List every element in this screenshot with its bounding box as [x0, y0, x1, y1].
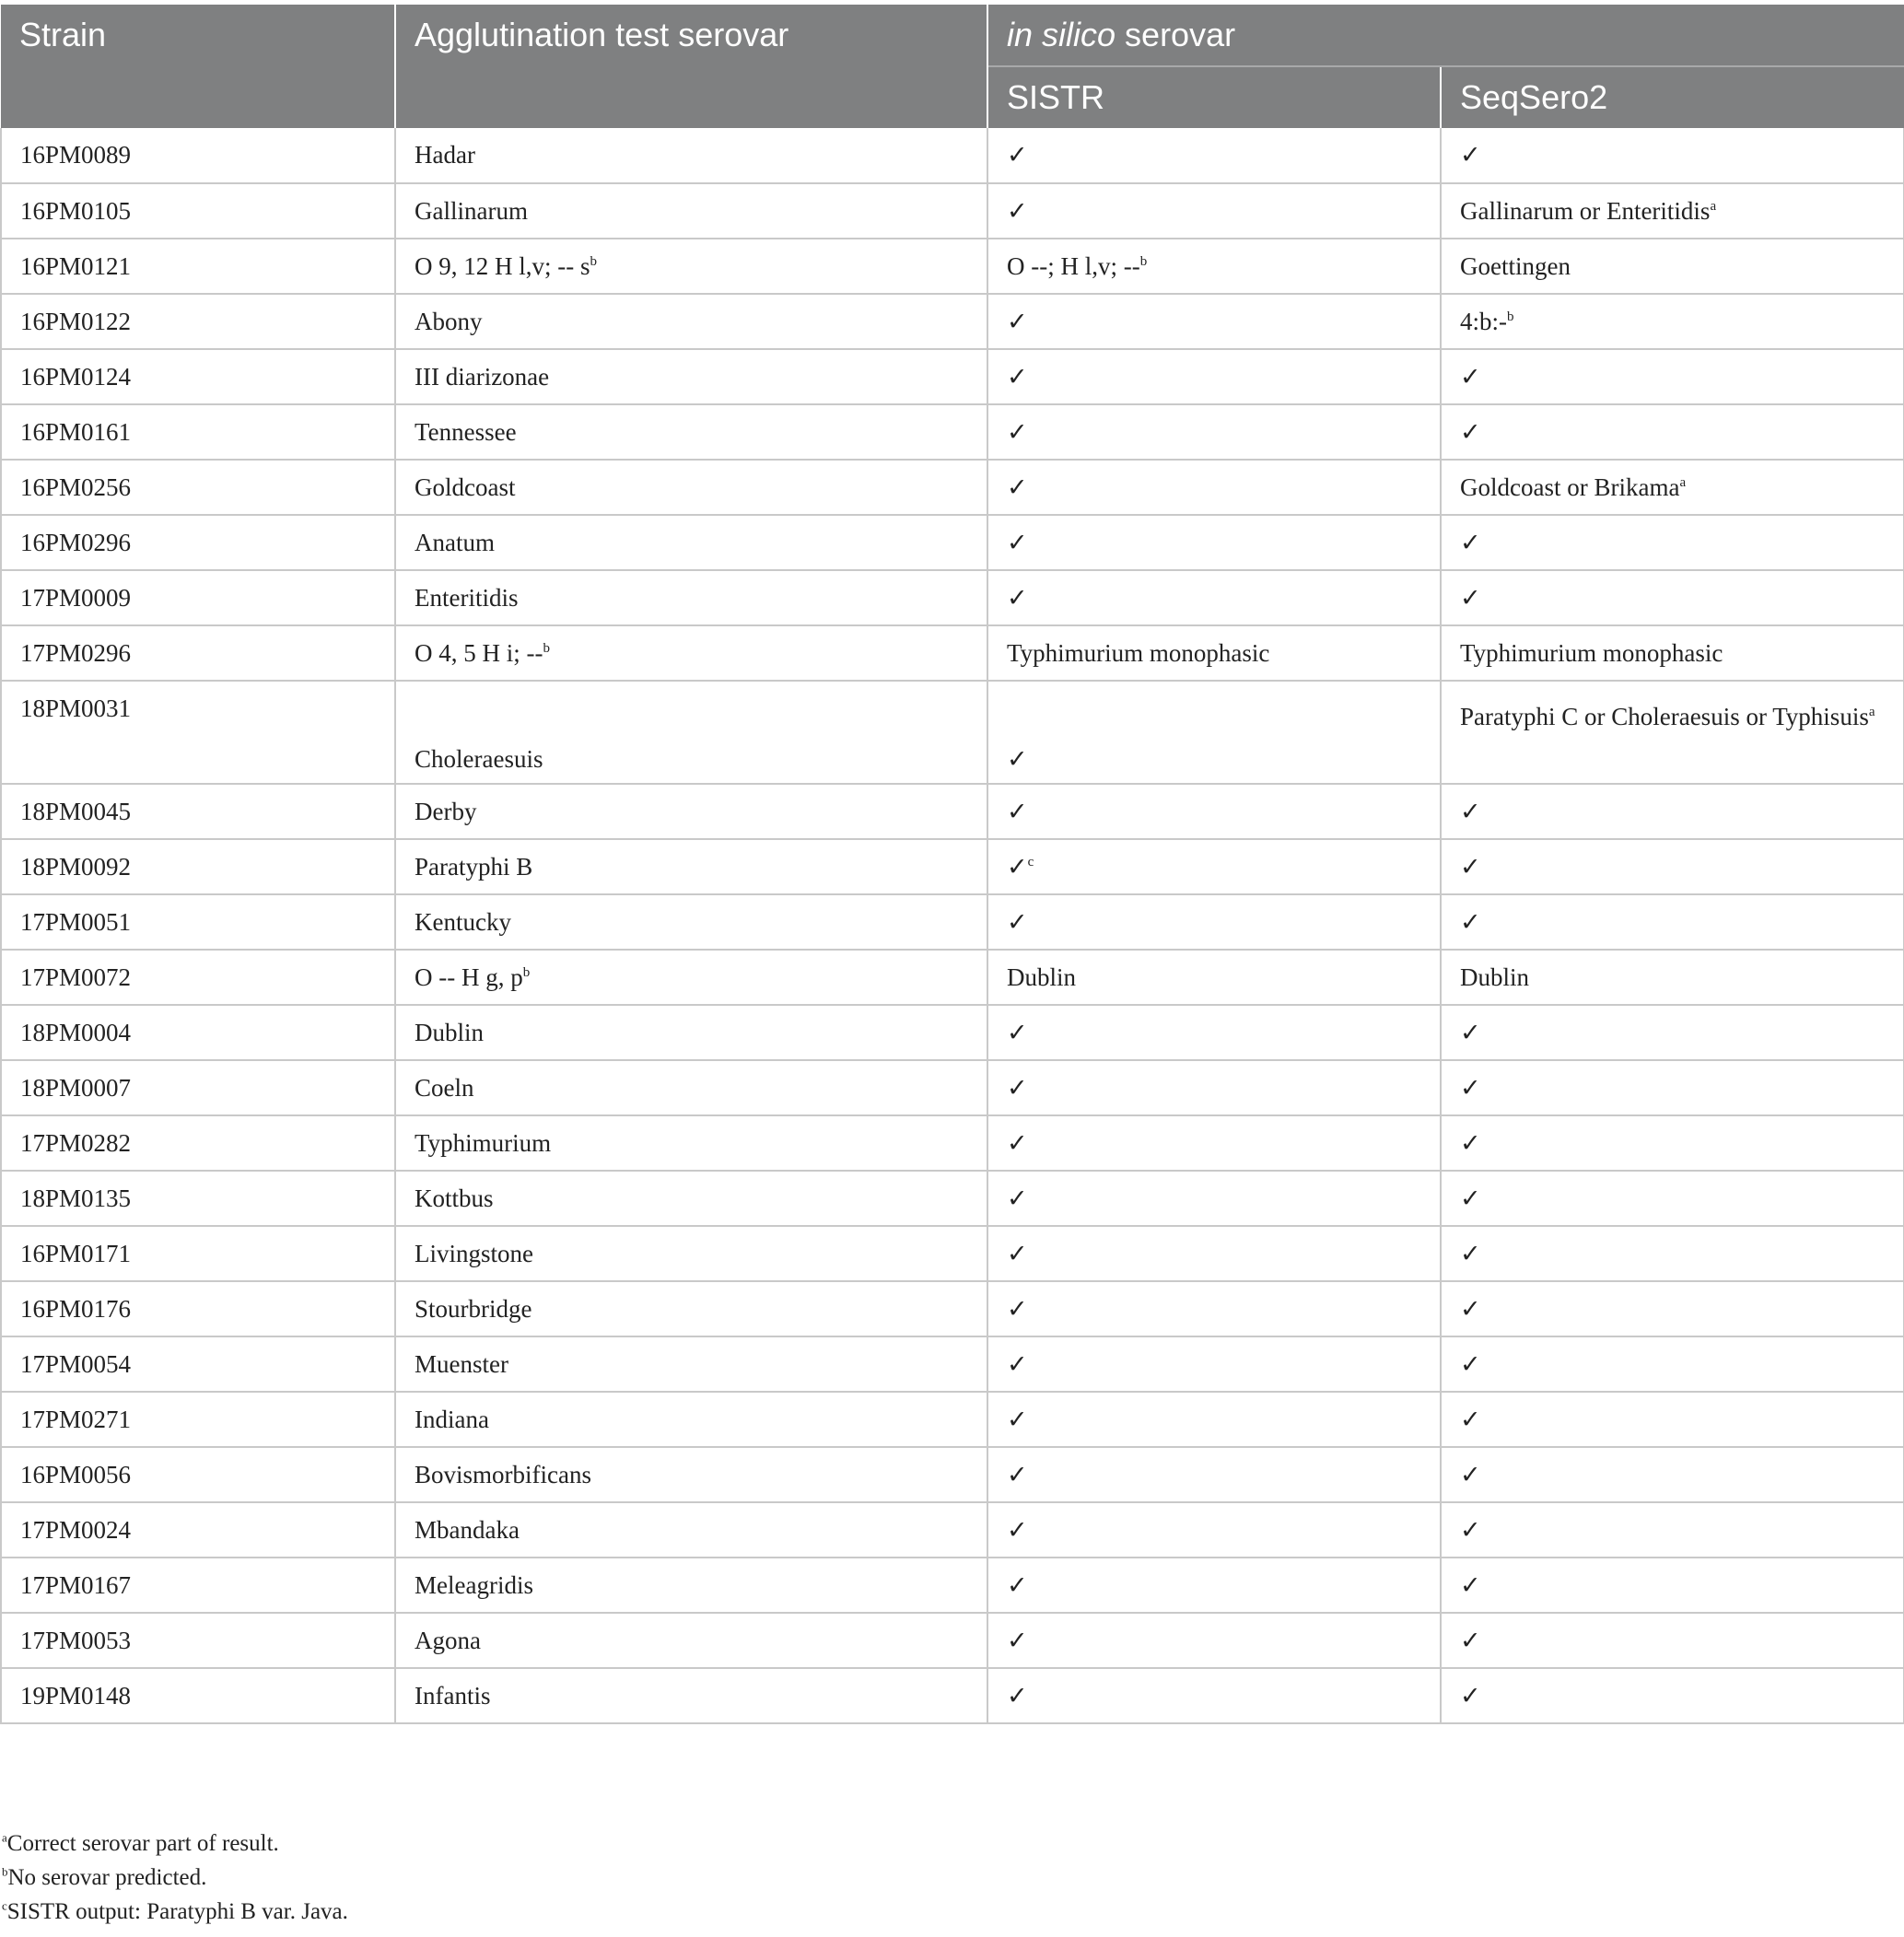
footnote-line: [2, 1861, 348, 1895]
cell-agglutination-serovar-text: Tennessee: [415, 417, 517, 446]
cell-strain: [1, 894, 395, 950]
cell-agglutination-serovar-text: Enteritidis: [415, 583, 519, 612]
cell-agglutination-serovar-text: Indiana: [415, 1405, 489, 1433]
cell-strain-text: 16PM0121: [20, 251, 132, 280]
cell-sistr-result-text: ✓: [1007, 1128, 1028, 1157]
cell-sistr-result: [987, 1171, 1441, 1226]
table-row: [1, 515, 1904, 570]
cell-sistr-result: [987, 1115, 1441, 1171]
cell-seqsero2-result: [1441, 1171, 1904, 1226]
cell-sistr-result-text: ✓: [1007, 1294, 1028, 1323]
cell-seqsero2-result-text: ✓: [1460, 417, 1481, 446]
cell-agglutination-serovar: [395, 404, 987, 460]
cell-strain-text: 16PM0105: [20, 196, 132, 225]
cell-strain-text: 18PM0031: [20, 694, 132, 722]
cell-sistr-result: [987, 404, 1441, 460]
cell-sistr-result-text: O --; H l,v; --: [1007, 251, 1140, 280]
cell-sistr-result-text: ✓: [1007, 141, 1028, 169]
cell-seqsero2-result: [1441, 1336, 1904, 1392]
cell-sistr-result-text: ✓: [1007, 1626, 1028, 1654]
footnote-text: No serovar predicted.: [7, 1865, 207, 1890]
footnote-marker: a: [1868, 705, 1875, 719]
table-row: [1, 460, 1904, 515]
cell-seqsero2-result-text: ✓: [1460, 1018, 1481, 1046]
table-row: [1, 349, 1904, 404]
cell-seqsero2-result: [1441, 1392, 1904, 1447]
cell-agglutination-serovar: [395, 460, 987, 515]
cell-strain-text: 17PM0009: [20, 583, 132, 612]
cell-agglutination-serovar: [395, 839, 987, 894]
table-row: [1, 1115, 1904, 1171]
cell-strain: [1, 1502, 395, 1558]
cell-sistr-result-text: ✓: [1007, 1460, 1028, 1488]
cell-seqsero2-result-text: Goldcoast or Brikama: [1460, 473, 1680, 501]
cell-sistr-result-text: ✓: [1007, 1405, 1028, 1433]
cell-strain: [1, 681, 395, 784]
cell-agglutination-serovar: [395, 1005, 987, 1060]
table-row: [1, 784, 1904, 839]
cell-sistr-result: [987, 1336, 1441, 1392]
table-row: [1, 625, 1904, 681]
footnote-marker: b: [1507, 309, 1514, 324]
cell-agglutination-serovar: [395, 1668, 987, 1723]
cell-strain: [1, 1005, 395, 1060]
cell-agglutination-serovar: [395, 183, 987, 239]
cell-seqsero2-result: [1441, 1613, 1904, 1668]
cell-agglutination-serovar: [395, 1336, 987, 1392]
cell-sistr-result-text: ✓: [1007, 362, 1028, 391]
cell-seqsero2-result-text: ✓: [1460, 1460, 1481, 1488]
cell-sistr-result-text: Dublin: [1007, 963, 1077, 991]
cell-strain-text: 16PM0089: [20, 141, 132, 169]
cell-agglutination-serovar-text: Goldcoast: [415, 473, 516, 501]
cell-agglutination-serovar-text: Hadar: [415, 141, 475, 169]
cell-agglutination-serovar-text: Gallinarum: [415, 196, 528, 225]
cell-sistr-result-text: ✓: [1007, 852, 1028, 881]
footnote-line: [2, 1895, 348, 1929]
cell-strain-text: 16PM0161: [20, 417, 132, 446]
cell-sistr-result-text: ✓: [1007, 1239, 1028, 1267]
cell-agglutination-serovar-text: O -- H g, p: [415, 963, 523, 991]
table-row: [1, 239, 1904, 294]
cell-strain: [1, 625, 395, 681]
cell-agglutination-serovar-text: Agona: [415, 1626, 481, 1654]
footnote-line: [2, 1826, 348, 1861]
cell-agglutination-serovar-text: III diarizonae: [415, 362, 550, 391]
cell-agglutination-serovar: [395, 681, 987, 784]
cell-seqsero2-result: [1441, 839, 1904, 894]
cell-seqsero2-result-text: ✓: [1460, 1239, 1481, 1267]
cell-seqsero2-result-text: ✓: [1460, 1405, 1481, 1433]
table-row: [1, 1613, 1904, 1668]
cell-strain-text: 16PM0056: [20, 1460, 132, 1488]
cell-sistr-result-text: Typhimurium monophasic: [1007, 638, 1270, 667]
cell-seqsero2-result-text: ✓: [1460, 528, 1481, 556]
cell-agglutination-serovar-text: Muenster: [415, 1349, 508, 1378]
cell-agglutination-serovar-text: Dublin: [415, 1018, 485, 1046]
cell-seqsero2-result-text: ✓: [1460, 797, 1481, 825]
table-row: [1, 570, 1904, 625]
footnote-mark: b: [2, 1864, 8, 1879]
cell-agglutination-serovar-text: Mbandaka: [415, 1515, 520, 1544]
cell-strain: [1, 784, 395, 839]
footnote-marker: b: [543, 640, 550, 656]
cell-strain: [1, 1668, 395, 1723]
cell-seqsero2-result: [1441, 1005, 1904, 1060]
cell-seqsero2-result-text: ✓: [1460, 852, 1481, 881]
cell-sistr-result: [987, 349, 1441, 404]
cell-seqsero2-result: [1441, 1226, 1904, 1281]
cell-agglutination-serovar-text: Abony: [415, 307, 483, 335]
table-row: [1, 839, 1904, 894]
header-in-silico-group: [987, 5, 1904, 66]
cell-agglutination-serovar-text: Anatum: [415, 528, 495, 556]
cell-strain: [1, 1226, 395, 1281]
cell-agglutination-serovar: [395, 1558, 987, 1613]
cell-sistr-result: [987, 1281, 1441, 1336]
cell-agglutination-serovar: [395, 515, 987, 570]
cell-seqsero2-result: [1441, 894, 1904, 950]
cell-sistr-result: [987, 1226, 1441, 1281]
cell-strain: [1, 1336, 395, 1392]
cell-seqsero2-result-text: ✓: [1460, 1626, 1481, 1654]
cell-sistr-result: [987, 1060, 1441, 1115]
cell-seqsero2-result: [1441, 784, 1904, 839]
cell-sistr-result: [987, 681, 1441, 784]
cell-sistr-result: [987, 239, 1441, 294]
cell-seqsero2-result: [1441, 1668, 1904, 1723]
cell-seqsero2-result: [1441, 128, 1904, 183]
cell-agglutination-serovar-text: Meleagridis: [415, 1570, 533, 1599]
cell-sistr-result-text: ✓: [1007, 307, 1028, 335]
table-row: [1, 1447, 1904, 1502]
cell-strain-text: 16PM0176: [20, 1294, 132, 1323]
cell-agglutination-serovar: [395, 239, 987, 294]
cell-agglutination-serovar-text: O 4, 5 H i; --: [415, 638, 543, 667]
cell-agglutination-serovar-text: Choleraesuis: [415, 745, 543, 773]
cell-sistr-result: [987, 515, 1441, 570]
cell-seqsero2-result-text: ✓: [1460, 1184, 1481, 1212]
cell-strain: [1, 239, 395, 294]
cell-seqsero2-result-text: ✓: [1460, 141, 1481, 169]
cell-strain: [1, 1171, 395, 1226]
cell-agglutination-serovar: [395, 1502, 987, 1558]
cell-agglutination-serovar: [395, 950, 987, 1005]
cell-sistr-result: [987, 128, 1441, 183]
cell-agglutination-serovar-text: Kentucky: [415, 907, 511, 936]
cell-seqsero2-result: [1441, 183, 1904, 239]
table-row: [1, 128, 1904, 183]
cell-seqsero2-result-text: Dublin: [1460, 963, 1530, 991]
cell-sistr-result-text: ✓: [1007, 1681, 1028, 1709]
cell-strain-text: 18PM0135: [20, 1184, 132, 1212]
cell-seqsero2-result-text: ✓: [1460, 1073, 1481, 1102]
cell-strain-text: 16PM0124: [20, 362, 132, 391]
table-row: [1, 950, 1904, 1005]
cell-strain-text: 17PM0271: [20, 1405, 132, 1433]
cell-strain: [1, 128, 395, 183]
footnote-text: SISTR output: Paratyphi B var. Java.: [6, 1899, 348, 1924]
cell-sistr-result-text: ✓: [1007, 1570, 1028, 1599]
cell-agglutination-serovar-text: O 9, 12 H l,v; -- s: [415, 251, 590, 280]
cell-seqsero2-result: [1441, 349, 1904, 404]
cell-seqsero2-result: [1441, 625, 1904, 681]
cell-seqsero2-result: [1441, 1447, 1904, 1502]
cell-agglutination-serovar: [395, 1613, 987, 1668]
cell-agglutination-serovar: [395, 1281, 987, 1336]
cell-sistr-result-text: ✓: [1007, 797, 1028, 825]
cell-strain: [1, 950, 395, 1005]
cell-sistr-result: [987, 839, 1441, 894]
cell-strain: [1, 570, 395, 625]
cell-seqsero2-result: [1441, 1502, 1904, 1558]
cell-strain-text: 17PM0024: [20, 1515, 132, 1544]
cell-agglutination-serovar: [395, 1060, 987, 1115]
table-header: [1, 5, 1904, 128]
cell-strain-text: 17PM0296: [20, 638, 132, 667]
cell-agglutination-serovar-text: Paratyphi B: [415, 852, 533, 881]
cell-sistr-result: [987, 1668, 1441, 1723]
cell-agglutination-serovar: [395, 1226, 987, 1281]
table-row: [1, 1005, 1904, 1060]
table-body: [1, 128, 1904, 1723]
cell-agglutination-serovar: [395, 570, 987, 625]
cell-seqsero2-result-text: Goettingen: [1460, 251, 1571, 280]
cell-strain: [1, 515, 395, 570]
cell-seqsero2-result-text: Typhimurium monophasic: [1460, 638, 1723, 667]
cell-seqsero2-result: [1441, 570, 1904, 625]
cell-seqsero2-result: [1441, 1115, 1904, 1171]
cell-strain-text: 16PM0122: [20, 307, 132, 335]
cell-agglutination-serovar: [395, 1392, 987, 1447]
footnote-mark: c: [2, 1898, 7, 1913]
cell-agglutination-serovar-text: Coeln: [415, 1073, 474, 1102]
footnote-marker: b: [522, 964, 531, 980]
cell-sistr-result-text: ✓: [1007, 417, 1028, 446]
footnote-marker: b: [590, 253, 597, 269]
cell-sistr-result-text: ✓: [1007, 196, 1028, 225]
cell-strain: [1, 460, 395, 515]
cell-seqsero2-result-text: ✓: [1460, 1349, 1481, 1378]
cell-seqsero2-result-text: ✓: [1460, 907, 1481, 936]
table-row: [1, 1060, 1904, 1115]
cell-agglutination-serovar: [395, 349, 987, 404]
table-row: [1, 404, 1904, 460]
table-row: [1, 1668, 1904, 1723]
cell-agglutination-serovar-text: Typhimurium: [415, 1128, 552, 1157]
header-sistr: SISTR: [987, 66, 1441, 128]
cell-strain-text: 17PM0054: [20, 1349, 132, 1378]
cell-sistr-result-text: ✓: [1007, 528, 1028, 556]
footnote-marker: a: [1679, 474, 1687, 490]
cell-seqsero2-result-text: ✓: [1460, 1128, 1481, 1157]
cell-agglutination-serovar: [395, 1447, 987, 1502]
cell-seqsero2-result-text: ✓: [1460, 1570, 1481, 1599]
table-row: [1, 894, 1904, 950]
cell-strain-text: 16PM0171: [20, 1239, 132, 1267]
cell-agglutination-serovar-text: Derby: [415, 797, 477, 825]
header-in-silico-rest: serovar: [1116, 16, 1236, 53]
cell-sistr-result-text: ✓: [1007, 1018, 1028, 1046]
cell-seqsero2-result-text: ✓: [1460, 362, 1481, 391]
cell-seqsero2-result-text: ✓: [1460, 583, 1481, 612]
table-row: [1, 1336, 1904, 1392]
cell-agglutination-serovar: [395, 784, 987, 839]
table-row: [1, 1171, 1904, 1226]
table-row: [1, 1558, 1904, 1613]
cell-strain: [1, 1281, 395, 1336]
cell-sistr-result: [987, 1005, 1441, 1060]
cell-sistr-result-text: ✓: [1007, 473, 1028, 501]
cell-sistr-result: [987, 625, 1441, 681]
cell-sistr-result-text: ✓: [1007, 745, 1028, 773]
footnote-text: Correct serovar part of result.: [6, 1831, 279, 1856]
cell-strain: [1, 1060, 395, 1115]
cell-strain: [1, 839, 395, 894]
cell-sistr-result: [987, 950, 1441, 1005]
cell-agglutination-serovar: [395, 294, 987, 349]
header-agglutination: Agglutination test serovar: [395, 5, 987, 128]
cell-seqsero2-result: [1441, 1281, 1904, 1336]
cell-strain-text: 17PM0051: [20, 907, 132, 936]
cell-agglutination-serovar: [395, 894, 987, 950]
cell-strain: [1, 1613, 395, 1668]
table-row: [1, 1226, 1904, 1281]
cell-seqsero2-result-text: Gallinarum or Enteritidis: [1460, 196, 1711, 225]
cell-agglutination-serovar-text: Livingstone: [415, 1239, 533, 1267]
cell-strain: [1, 1447, 395, 1502]
cell-seqsero2-result: [1441, 239, 1904, 294]
cell-sistr-result: [987, 1502, 1441, 1558]
cell-seqsero2-result-text: ✓: [1460, 1681, 1481, 1709]
serovar-table: [0, 5, 1904, 1724]
cell-sistr-result: [987, 570, 1441, 625]
footnotes: [2, 1826, 348, 1929]
cell-seqsero2-result: [1441, 950, 1904, 1005]
table-row: [1, 183, 1904, 239]
cell-agglutination-serovar-text: Bovismorbificans: [415, 1460, 591, 1488]
cell-sistr-result-text: ✓: [1007, 1515, 1028, 1544]
cell-sistr-result: [987, 894, 1441, 950]
cell-sistr-result: [987, 460, 1441, 515]
cell-agglutination-serovar-text: Infantis: [415, 1681, 491, 1709]
cell-agglutination-serovar: [395, 1171, 987, 1226]
cell-sistr-result-text: ✓: [1007, 907, 1028, 936]
cell-seqsero2-result-text: 4:b:-: [1460, 307, 1507, 335]
cell-seqsero2-result: [1441, 681, 1904, 784]
cell-seqsero2-result: [1441, 294, 1904, 349]
cell-agglutination-serovar: [395, 625, 987, 681]
cell-strain-text: 16PM0256: [20, 473, 132, 501]
cell-seqsero2-result: [1441, 1060, 1904, 1115]
cell-strain: [1, 349, 395, 404]
cell-strain-text: 18PM0045: [20, 797, 132, 825]
table-row: [1, 681, 1904, 784]
cell-sistr-result-text: ✓: [1007, 1184, 1028, 1212]
cell-strain: [1, 404, 395, 460]
cell-sistr-result: [987, 784, 1441, 839]
cell-seqsero2-result: [1441, 1558, 1904, 1613]
cell-seqsero2-result-text: ✓: [1460, 1515, 1481, 1544]
cell-agglutination-serovar: [395, 1115, 987, 1171]
cell-agglutination-serovar-text: Kottbus: [415, 1184, 494, 1212]
cell-strain-text: 17PM0282: [20, 1128, 132, 1157]
cell-strain: [1, 183, 395, 239]
cell-sistr-result: [987, 183, 1441, 239]
cell-strain-text: 18PM0092: [20, 852, 132, 881]
cell-sistr-result: [987, 294, 1441, 349]
cell-sistr-result: [987, 1558, 1441, 1613]
footnote-mark: a: [2, 1830, 7, 1845]
table-row: [1, 1281, 1904, 1336]
cell-seqsero2-result: [1441, 515, 1904, 570]
cell-sistr-result-text: ✓: [1007, 1349, 1028, 1378]
footnote-marker: c: [1027, 854, 1034, 869]
cell-strain: [1, 1392, 395, 1447]
cell-strain-text: 16PM0296: [20, 528, 132, 556]
cell-strain-text: 18PM0007: [20, 1073, 132, 1102]
cell-sistr-result: [987, 1447, 1441, 1502]
header-strain: Strain: [1, 5, 395, 128]
cell-strain-text: 17PM0072: [20, 963, 132, 991]
cell-sistr-result-text: ✓: [1007, 583, 1028, 612]
cell-strain: [1, 1558, 395, 1613]
cell-strain: [1, 1115, 395, 1171]
cell-sistr-result: [987, 1392, 1441, 1447]
cell-strain-text: 18PM0004: [20, 1018, 132, 1046]
table-row: [1, 1502, 1904, 1558]
cell-seqsero2-result-text: Paratyphi C or Choleraesuis or Typhisuis: [1460, 703, 1869, 730]
cell-seqsero2-result-text: ✓: [1460, 1294, 1481, 1323]
footnote-marker: b: [1139, 253, 1148, 269]
cell-sistr-result: [987, 1613, 1441, 1668]
cell-strain-text: 19PM0148: [20, 1681, 132, 1709]
cell-agglutination-serovar-text: Stourbridge: [415, 1294, 532, 1323]
cell-sistr-result-text: ✓: [1007, 1073, 1028, 1102]
cell-strain: [1, 294, 395, 349]
cell-strain-text: 17PM0053: [20, 1626, 132, 1654]
cell-agglutination-serovar: [395, 128, 987, 183]
footnote-marker: a: [1710, 198, 1717, 214]
table-row: [1, 294, 1904, 349]
header-in-silico-italic: in silico: [1007, 16, 1116, 53]
cell-strain-text: 17PM0167: [20, 1570, 132, 1599]
cell-seqsero2-result: [1441, 404, 1904, 460]
header-seqsero2: SeqSero2: [1441, 66, 1904, 128]
table-row: [1, 1392, 1904, 1447]
cell-seqsero2-result: [1441, 460, 1904, 515]
